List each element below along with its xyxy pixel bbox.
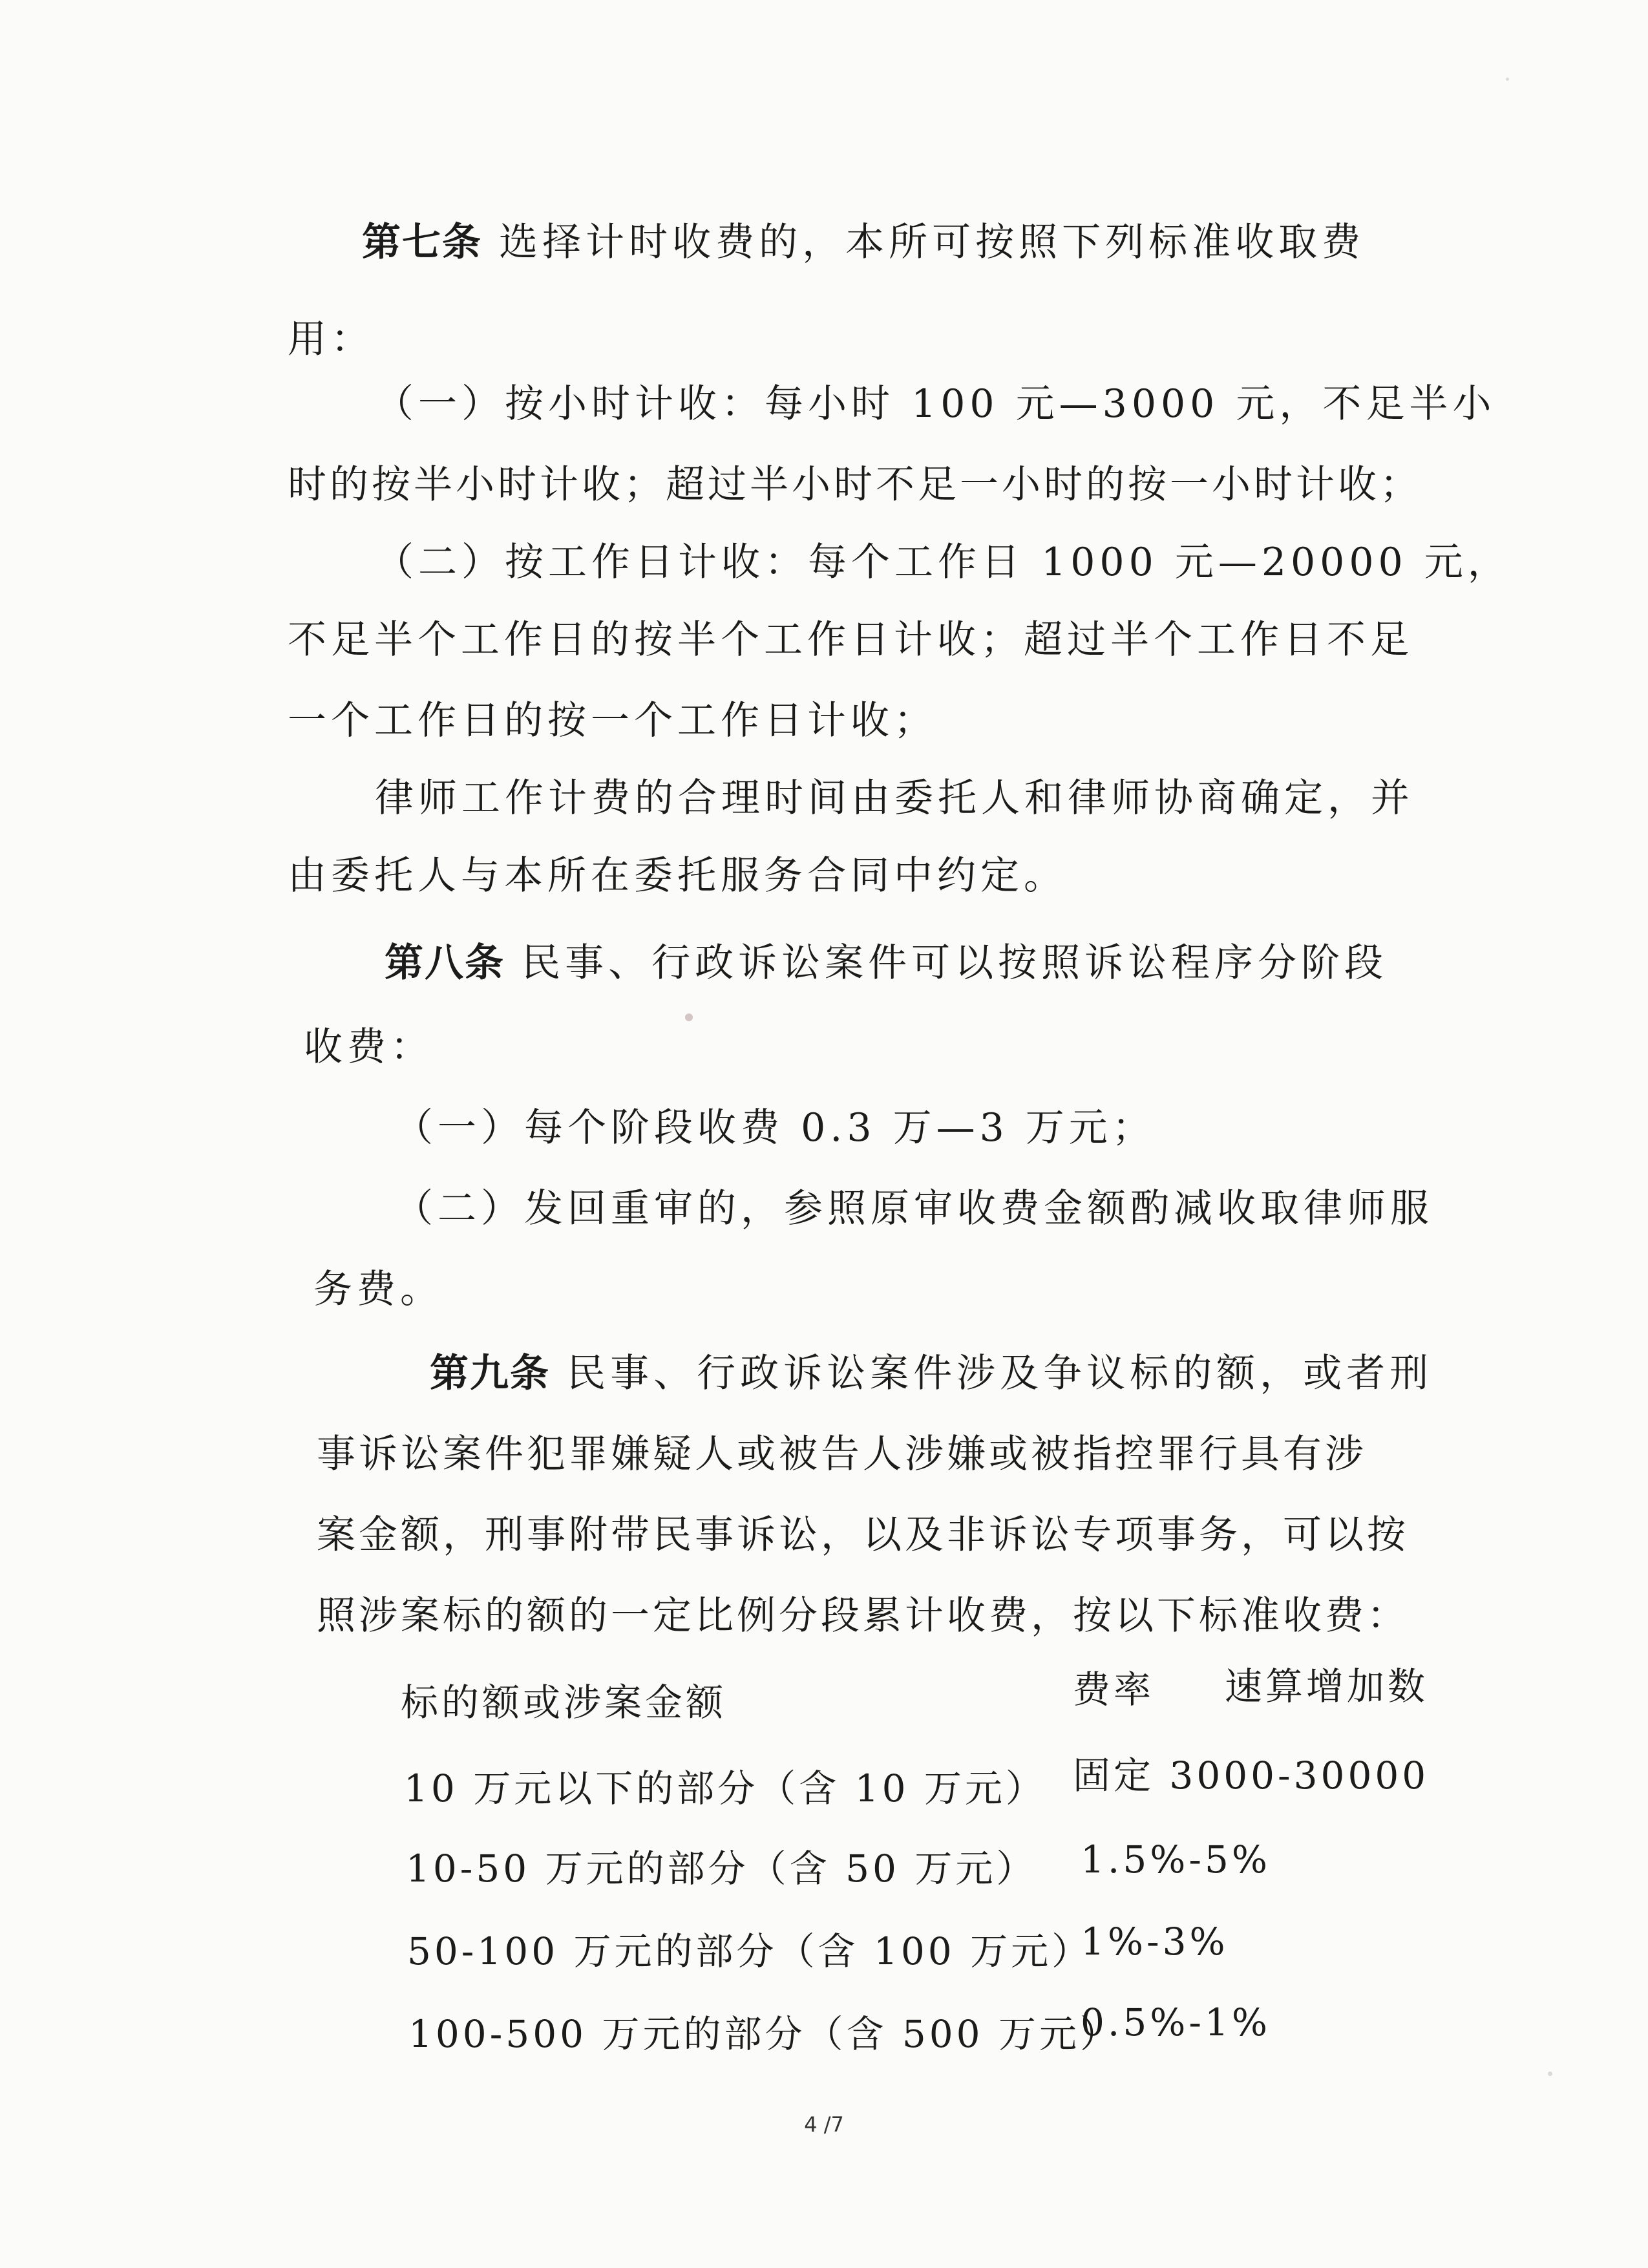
fee-table-row-3-rate: 1%-3% (1081, 1920, 1229, 1964)
article-9-line-2: 事诉讼案件犯罪嫌疑人或被告人涉嫌或被指控罪行具有涉 (317, 1432, 1367, 1477)
article-7-paragraph-line-2: 由委托人与本所在委托服务合同中约定。 (288, 853, 1067, 898)
fee-table-row-3-range: 50-100 万元的部分（含 100 万元） (407, 1929, 1093, 1973)
article-7-text: 选择计时收费的，本所可按照下列标准收取费 (499, 220, 1366, 265)
article-8-item-2-line-1: （二）发回重审的，参照原审收费金额酌减收取律师服 (394, 1186, 1433, 1231)
article-9-line-1 (430, 1351, 1433, 1396)
fee-table-row-1-range: 10 万元以下的部分（含 10 万元） (404, 1766, 1046, 1810)
article-8-text: 民事、行政诉讼案件可以按照诉讼程序分阶段 (522, 940, 1388, 986)
article-7-paragraph-line-1: 律师工作计费的合理时间由委托人和律师协商确定，并 (375, 776, 1414, 821)
article-8-heading: 第八条 (385, 940, 505, 986)
article-8-line-1 (385, 940, 1388, 986)
fee-table-header-amount: 标的额或涉案金额 (401, 1680, 727, 1724)
fee-table-row-1-rate: 固定 3000-30000 (1073, 1754, 1430, 1797)
article-8-item-2-line-2: 务费。 (313, 1267, 443, 1312)
article-9-line-4: 照涉案标的额的一定比例分段累计收费，按以下标准收费： (317, 1593, 1409, 1638)
article-7-item-2-line-3: 一个工作日的按一个工作日计收； (288, 698, 937, 743)
article-9-text: 民事、行政诉讼案件涉及争议标的额，或者刑 (567, 1351, 1433, 1396)
article-9-line-3: 案金额，刑事附带民事诉讼，以及非诉讼专项事务，可以按 (317, 1512, 1409, 1558)
fee-table-row-2-range: 10-50 万元的部分（含 50 万元） (406, 1847, 1037, 1891)
article-7-line-2: 用： (288, 317, 374, 362)
fee-table-row-4-range: 100-500 万元的部分（含 500 万元） (408, 2012, 1121, 2056)
article-7-heading: 第七条 (362, 220, 482, 265)
article-7-item-1-line-1: （一）按小时计收：每小时 100 元—3000 元，不足半小 (375, 381, 1496, 427)
fee-table-header-rate: 费率 (1073, 1668, 1155, 1712)
article-7-line-1 (362, 220, 1366, 265)
article-8-item-1: （一）每个阶段收费 0.3 万—3 万元； (394, 1105, 1156, 1150)
scan-speck (685, 1013, 693, 1021)
fee-table-row-2-rate: 1.5%-5% (1081, 1838, 1271, 1881)
scan-speck (1506, 78, 1509, 81)
article-8-line-2: 收费： (304, 1024, 434, 1070)
article-7-item-1-line-2: 时的按半小时计收；超过半小时不足一小时的按一小时计收； (288, 462, 1422, 507)
article-7-item-2-line-2: 不足半个工作日的按半个工作日计收；超过半个工作日不足 (288, 617, 1413, 662)
article-7-item-2-line-1: （二）按工作日计收：每个工作日 1000 元—20000 元， (375, 540, 1511, 585)
scan-speck (1548, 2072, 1552, 2076)
page-number: 4 /7 (804, 2112, 844, 2137)
fee-table-row-4-rate: 0.5%-1% (1081, 2000, 1271, 2044)
article-9-heading: 第九条 (430, 1351, 550, 1396)
fee-table-header-quick-add: 速算增加数 (1225, 1664, 1429, 1708)
